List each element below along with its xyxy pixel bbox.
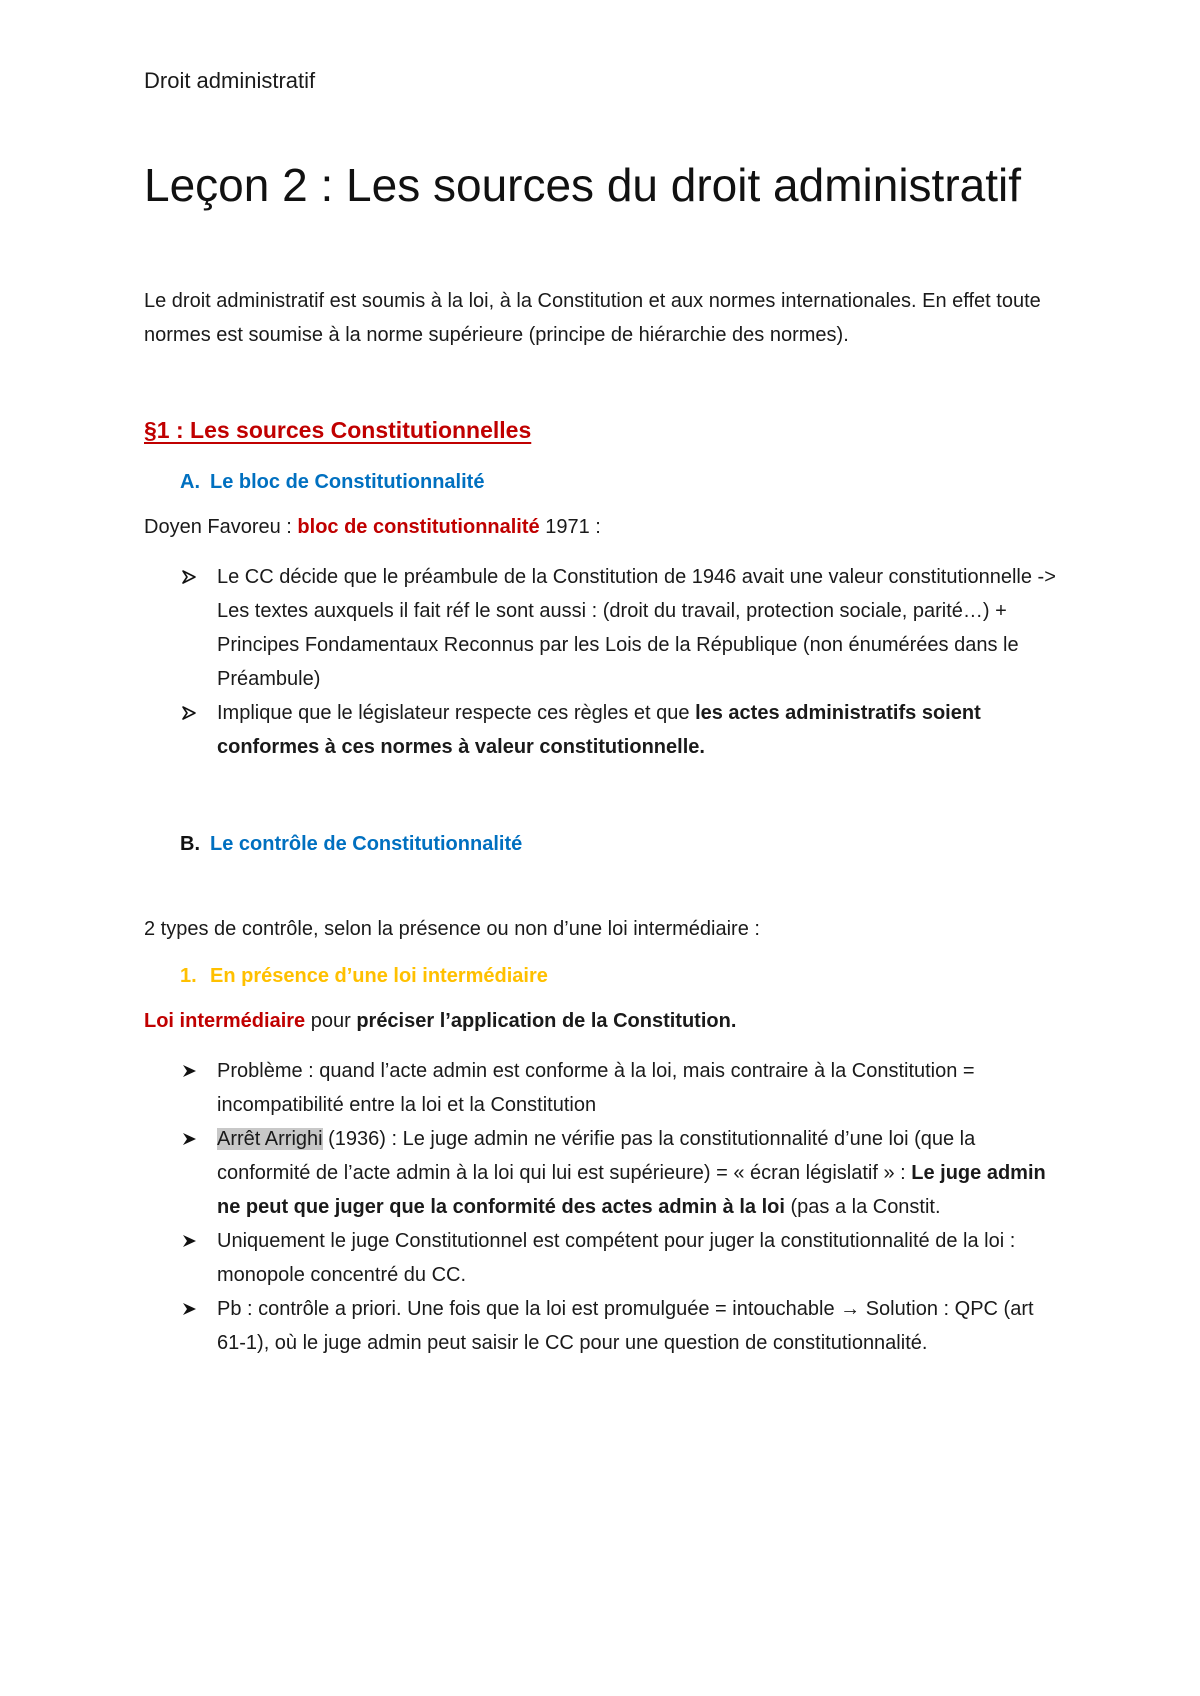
list-item [144, 1122, 1064, 1224]
bullet-a2-pre: Implique que le législateur respecte ces règles et que [217, 702, 696, 724]
bullets-a [144, 560, 1064, 764]
arrowhead-filled-icon [180, 1224, 202, 1261]
favoreu-red: bloc de constitutionnalité [297, 516, 540, 538]
favoreu-post: 1971 : [539, 516, 601, 538]
lesson-title: Leçon 2 : Les sources du droit administratif [144, 159, 1022, 211]
bullet-b2-post: (pas a la Constit. [784, 1196, 941, 1218]
subheading-1-title: En présence d’une loi intermédiaire [210, 965, 548, 987]
loi-bold: préciser l’application de la Constitution. [356, 1010, 737, 1032]
types-line: 2 types de contrôle, selon la présence ou non d’une loi intermédiaire : [144, 918, 760, 940]
list-item [144, 1054, 1064, 1122]
arrowhead-outline-icon [180, 696, 202, 733]
bullet-b1-text: Problème : quand l’acte admin est conforme à la loi, mais contraire à la Constitution = incompatibilité entre la loi et la Constitution [217, 1060, 975, 1116]
subheading-1-label: 1. [180, 965, 197, 987]
subheading-a-title: Le bloc de Constitutionnalité [210, 471, 485, 493]
subheading-b-title: Le contrôle de Constitutionnalité [210, 833, 523, 855]
bullets-b [144, 1054, 1064, 1360]
arrowhead-filled-icon [180, 1122, 202, 1159]
bullet-a1-text: Le CC décide que le préambule de la Constitution de 1946 avait une valeur constitutionnelle -> Les textes auxquels il fait réf le sont aussi : (droit du travail, protection sociale, parité…) + Principes Fondamentaux Reconnus par les Lois de la République (non énumérées dans le Préambule) [217, 566, 1056, 690]
list-item [144, 696, 1064, 764]
bullet-b2-bold: Le juge admin ne peut que juger que la conformité des actes admin à la loi [217, 1162, 1046, 1218]
arrowhead-outline-icon [180, 560, 202, 597]
arret-arrighi-highlight: Arrêt Arrighi [217, 1128, 323, 1150]
list-item [144, 1224, 1064, 1292]
document-body [144, 66, 1064, 1360]
bullet-b4-text: Pb : contrôle a priori. Une fois que la loi est promulguée = intouchable → Solution : QPC (art 61-1), où le juge admin peut saisir le CC pour une question de constitutionnalité. [217, 1298, 1034, 1354]
bullet-b2-mid: (1936) : Le juge admin ne vérifie pas la constitutionnalité d’une loi (que la conformité de l’acte admin à la loi qui lui est supérieure) = « écran législatif » : [217, 1128, 976, 1184]
subheading-a [180, 466, 1064, 498]
intro-paragraph: Le droit administratif est soumis à la loi, à la Constitution et aux normes internationales. En effet toute normes est soumise à la norme supérieure (principe de hiérarchie des normes). [144, 290, 1041, 346]
bullet-b3-text: Uniquement le juge Constitutionnel est compétent pour juger la constitutionnalité de la loi : monopole concentré du CC. [217, 1230, 1016, 1286]
section-1-heading: §1 : Les sources Constitutionnelles [144, 417, 532, 443]
subheading-1 [180, 960, 1064, 992]
favoreu-line [144, 510, 1064, 544]
running-header: Droit administratif [144, 68, 316, 93]
list-item [144, 560, 1064, 696]
favoreu-pre: Doyen Favoreu : [144, 516, 298, 538]
list-item [144, 1292, 1064, 1360]
subheading-b [180, 828, 1064, 860]
subheading-b-label: B. [180, 833, 200, 855]
arrowhead-filled-icon [180, 1054, 202, 1091]
loi-mid: pour [305, 1010, 357, 1032]
arrowhead-filled-icon [180, 1292, 202, 1329]
bullet-a2-bold: les actes administratifs soient conformes à ces normes à valeur constitutionnelle. [217, 702, 981, 758]
loi-line [144, 1004, 1064, 1038]
loi-red: Loi intermédiaire [144, 1010, 306, 1032]
subheading-a-label: A. [180, 471, 200, 493]
